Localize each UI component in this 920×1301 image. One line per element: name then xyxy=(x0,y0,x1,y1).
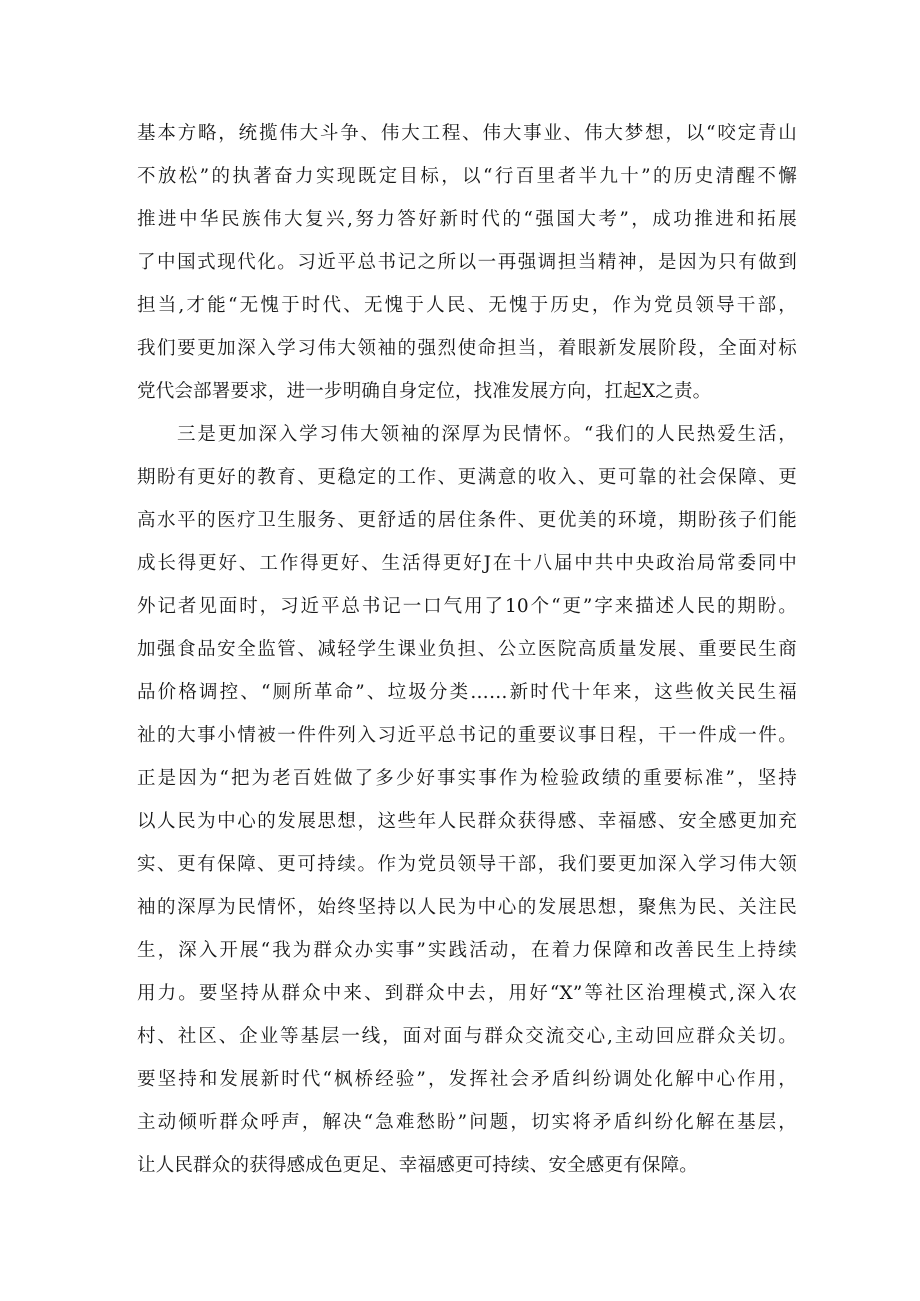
text-line: 外记者见面时，习近平总书记一口气用了10个“更”字来描述人民的期盼。 xyxy=(137,596,797,617)
text-line: 担当,才能“无愧于时代、无愧于人民、无愧于历史，作为党员领导干部， xyxy=(137,295,797,316)
text-line: 我们要更加深入学习伟大领袖的强烈使命担当，着眼新发展阶段，全面对标 xyxy=(137,338,797,359)
text-line: 品价格调控、“厕所革命”、垃圾分类……新时代十年来，这些攸关民生福 xyxy=(137,682,797,703)
text-line: 袖的深厚为民情怀，始终坚持以人民为中心的发展思想，聚焦为民、关注民 xyxy=(137,897,797,918)
text-line: 祉的大事小情被一件件列入习近平总书记的重要议事日程，干一件成一件。 xyxy=(137,725,797,746)
text-line: 村、社区、企业等基层一线，面对面与群众交流交心,主动回应群众关切。 xyxy=(137,1026,797,1047)
text-line: 推进中华民族伟大复兴,努力答好新时代的“强国大考”，成功推进和拓展 xyxy=(137,209,797,230)
text-line: 生，深入开展“我为群众办实事”实践活动，在着力保障和改善民生上持续 xyxy=(137,940,797,961)
text-line: 以人民为中心的发展思想，这些年人民群众获得感、幸福感、安全感更加充 xyxy=(137,811,797,832)
paragraph-end-line: 让人民群众的获得感成色更足、幸福感更可持续、安全感更有保障。 xyxy=(137,1155,699,1176)
text-line: 主动倾听群众呼声，解决“急难愁盼”问题，切实将矛盾纠纷化解在基层， xyxy=(137,1112,797,1133)
text-line: 正是因为“把为老百姓做了多少好事实事作为检验政绩的重要标准”，坚持 xyxy=(137,768,797,789)
text-line: 实、更有保障、更可持续。作为党员领导干部，我们要更加深入学习伟大领 xyxy=(137,854,797,875)
text-line: 高水平的医疗卫生服务、更舒适的居住条件、更优美的环境，期盼孩子们能 xyxy=(137,510,797,531)
text-line: 期盼有更好的教育、更稳定的工作、更满意的收入、更可靠的社会保障、更 xyxy=(137,467,797,488)
text-line: 加强食品安全监管、减轻学生课业负担、公立医院高质量发展、重要民生商 xyxy=(137,639,797,660)
text-line: 要坚持和发展新时代“枫桥经验”，发挥社会矛盾纠纷调处化解中心作用， xyxy=(137,1069,797,1090)
text-line: 了中国式现代化。习近平总书记之所以一再强调担当精神，是因为只有做到 xyxy=(137,252,797,273)
paragraph-first-line: 三是更加深入学习伟大领袖的深厚为民情怀。“我们的人民热爱生活， xyxy=(177,424,797,445)
text-line: 用力。要坚持从群众中来、到群众中去，用好“X”等社区治理模式,深入农 xyxy=(137,983,797,1004)
paragraph-end-line: 党代会部署要求，进一步明确自身定位，找准发展方向，扛起X之责。 xyxy=(137,381,712,402)
text-line: 成长得更好、工作得更好、生活得更好J在十八届中共中央政治局常委同中 xyxy=(137,553,797,574)
text-line: 基本方略，统揽伟大斗争、伟大工程、伟大事业、伟大梦想，以“咬定青山 xyxy=(137,123,797,144)
text-line: 不放松”的执著奋力实现既定目标，以“行百里者半九十”的历史清醒不懈 xyxy=(137,166,797,187)
